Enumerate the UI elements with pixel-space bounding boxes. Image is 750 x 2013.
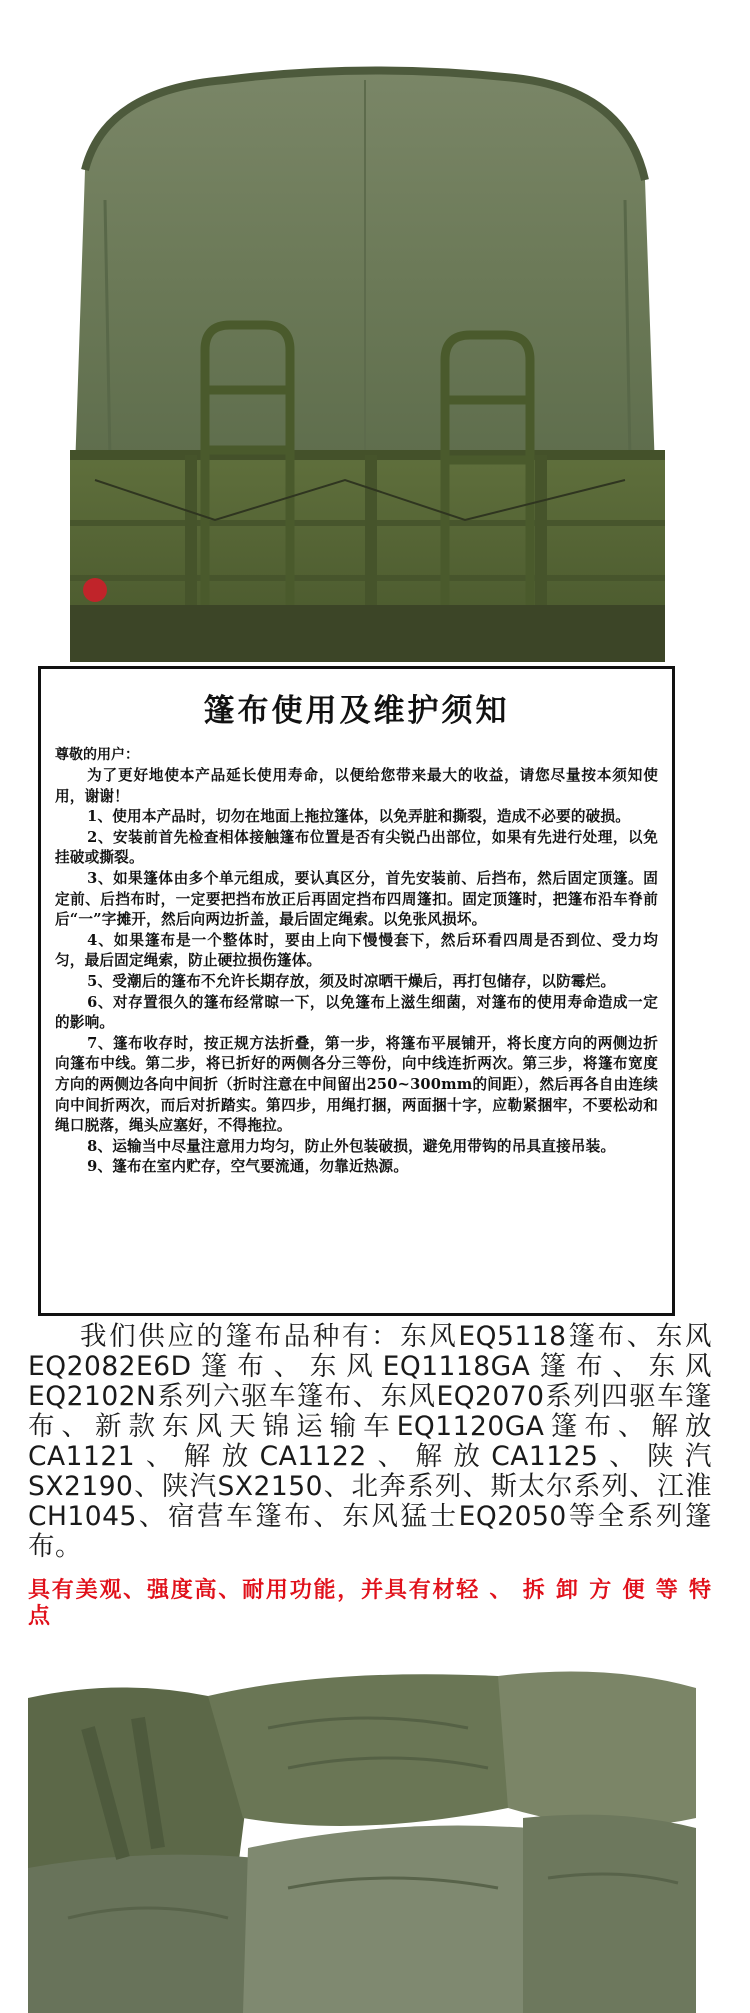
folded-canvas-photo xyxy=(28,1668,696,2013)
notice-item-4: 4、如果篷布是一个整体时，要由上向下慢慢套下，然后环看四周是否到位、受力均匀，最后固定绳索，防止硬拉损伤篷体。 xyxy=(55,931,658,970)
truck-canvas-image xyxy=(65,50,670,662)
notice-title: 篷布使用及维护须知 xyxy=(203,693,510,729)
notice-item-5: 5、受潮后的篷布不允许长期存放，须及时凉晒干燥后，再打包储存，以防霉烂。 xyxy=(87,972,616,990)
truck-canvas-photo xyxy=(65,50,670,662)
maintenance-notice xyxy=(38,666,675,1316)
notice-item-9: 9、篷布在室内贮存，空气要流通，勿靠近热源。 xyxy=(87,1158,409,1176)
notice-item-6: 6、对存置很久的篷布经常晾一下，以免篷布上滋生细菌，对篷布的使用寿命造成一定的影响。 xyxy=(55,993,658,1032)
notice-item-7: 7、篷布收存时，按正规方法折叠，第一步，将篷布平展铺开，将长度方向的两侧边折向篷布中线。第二步，将已折好的两侧各分三等份，向中线连折两次。第三步，将篷布宽度方向的两侧边各向中间折（折时注意在中间留出250~300mm的间距），然后再各自由连续向中间折两次，而后对折踏实。第四步，用绳打捆，两面捆十字，应勒紧捆牢，不要松动和绳口脱落，绳头应塞好，不得拖拉。 xyxy=(55,1034,658,1135)
features-text: 具有美观、强度高、耐用功能，并具有材轻 、 拆 卸 方 便 等 特 点 xyxy=(28,1578,712,1629)
product-list-text: 我们供应的篷布品种有：东风EQ5118篷布、东风EQ2082E6D篷布、东风EQ1118GA篷布、东风EQ2102N系列六驱车篷布、东风EQ2070系列四驱车篷布、新款东风天锦运输车EQ1120GA篷布、解放CA1121、解放CA1122、解放CA1125、陕汽SX2190、陕汽SX2150、北奔系列、斯太尔系列、江淮CH1045、宿营车篷布、东风猛士EQ2050等全系列篷布。 xyxy=(28,1321,712,1562)
folded-canvas-image xyxy=(28,1668,696,2013)
notice-item-1: 1、使用本产品时，切勿在地面上拖拉篷体，以免弄脏和撕裂，造成不必要的破损。 xyxy=(87,808,631,826)
notice-item-3: 3、如果篷体由多个单元组成，要认真区分，首先安装前、后挡布，然后固定顶篷。固定前、后挡布时，一定要把挡布放正后再固定挡布四周篷扣。固定顶篷时，把篷布沿车脊前后“一”字摊开，然后向两边折盖，最后固定绳索。以免张风损坏。 xyxy=(55,869,658,929)
notice-item-2: 2、安装前首先检查相体接触篷布位置是否有尖锐凸出部位，如果有先进行处理，以免挂破或撕裂。 xyxy=(55,828,658,867)
notice-greeting: 尊敬的用户： xyxy=(55,747,139,763)
notice-intro: 为了更好地使本产品延长使用寿命，以便给您带来最大的收益，请您尽量按本须知使用，谢谢！ xyxy=(55,767,658,805)
product-list xyxy=(28,1322,712,1562)
notice-item-8: 8、运输当中尽量注意用力均匀，防止外包装破损，避免用带钩的吊具直接吊装。 xyxy=(87,1137,616,1155)
